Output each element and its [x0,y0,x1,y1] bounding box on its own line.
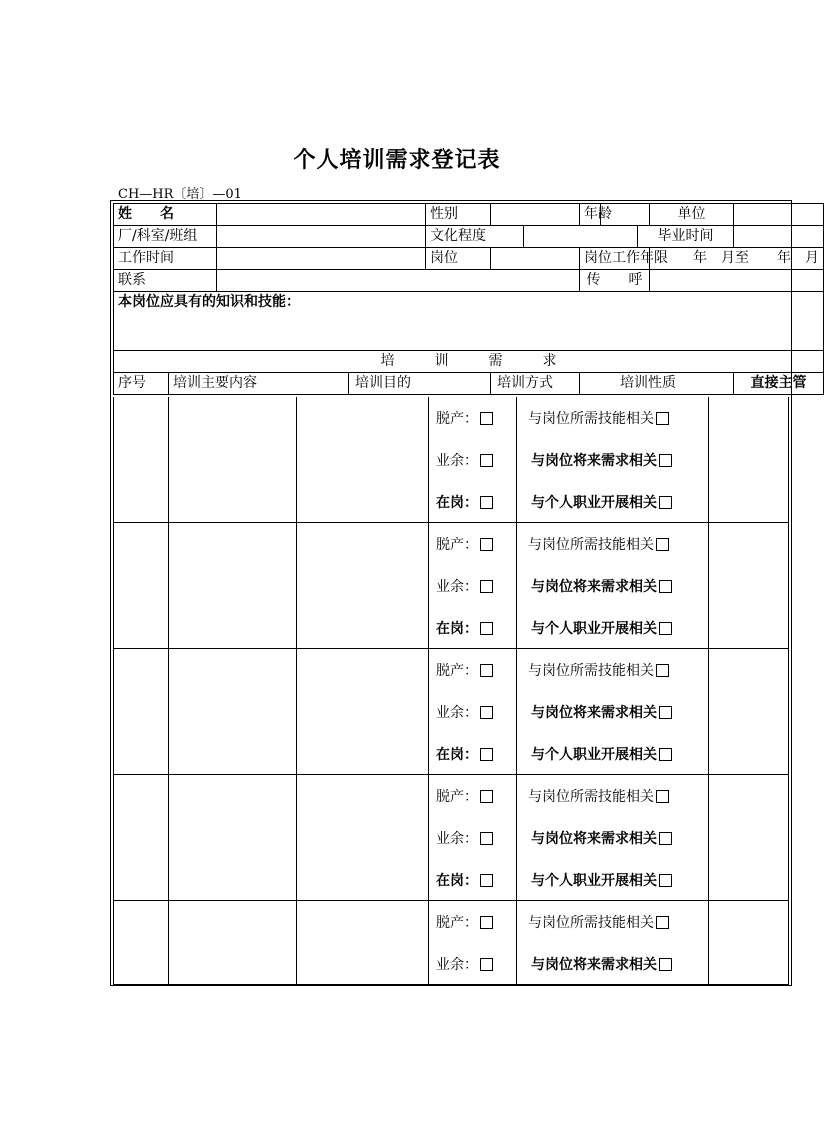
need-manager-cell[interactable] [708,901,789,984]
checkbox[interactable] [659,622,672,635]
mode-option-label: 脱产： [436,411,478,427]
checkbox[interactable] [656,538,669,551]
info-row-1 [114,204,824,226]
needs-char: 需 [488,353,503,370]
need-group-row [113,775,789,901]
dept-field[interactable] [217,226,426,248]
need-purpose-cell[interactable] [296,397,428,522]
need-index-cell[interactable] [113,523,168,648]
education-label: 文化程度 [426,226,524,248]
registration-table [113,203,824,395]
need-manager-cell[interactable] [708,775,789,900]
nature-option [528,408,669,428]
mode-option-label: 脱产： [436,537,478,553]
need-content-cell[interactable] [168,397,296,522]
nature-option [531,618,672,638]
mode-option-label: 在岗： [436,747,478,763]
need-content-cell[interactable] [168,523,296,648]
worktime-field[interactable] [217,248,426,270]
needs-char: 培 [380,353,395,370]
col-index: 序号 [114,373,169,395]
needs-header-row [114,351,824,373]
nature-option-label: 与岗位将来需求相关 [531,705,657,721]
checkbox[interactable] [480,412,493,425]
nature-option [531,828,672,848]
checkbox[interactable] [480,538,493,551]
need-index-cell[interactable] [113,775,168,900]
checkbox[interactable] [656,790,669,803]
nature-option [531,870,672,890]
mode-option-label: 业余： [436,705,478,721]
need-manager-cell[interactable] [708,397,789,522]
checkbox[interactable] [659,832,672,845]
checkbox[interactable] [480,874,493,887]
checkbox[interactable] [480,580,493,593]
checkbox[interactable] [480,622,493,635]
checkbox[interactable] [659,748,672,761]
need-index-cell[interactable] [113,649,168,774]
nature-option-label: 与岗位所需技能相关 [528,663,654,679]
mode-option [436,492,493,512]
graduation-field[interactable] [734,226,824,248]
need-content-cell[interactable] [168,901,296,984]
mode-option-label: 业余： [436,579,478,595]
mode-option-label: 业余： [436,831,478,847]
nature-option [528,786,669,806]
needs-char: 求 [542,353,557,370]
gender-field[interactable] [491,204,580,226]
nature-option [528,660,669,680]
checkbox[interactable] [659,706,672,719]
need-purpose-cell[interactable] [296,649,428,774]
dept-label: 厂/科室/班组 [114,226,217,248]
nature-option-label: 与岗位将来需求相关 [531,957,657,973]
need-purpose-cell[interactable] [296,901,428,984]
mode-option [436,660,493,680]
need-content-cell[interactable] [168,649,296,774]
nature-option [531,744,672,764]
need-group-row [113,901,789,985]
needs-header [114,351,824,373]
mode-option [436,408,493,428]
need-group-row [113,397,789,523]
contact-field[interactable] [217,270,580,292]
nature-option [531,954,672,974]
col-mode: 培训方式 [491,373,580,395]
checkbox[interactable] [659,958,672,971]
checkbox[interactable] [659,580,672,593]
checkbox[interactable] [656,664,669,677]
nature-option-label: 与岗位所需技能相关 [528,537,654,553]
post-years-label: 岗位工作年限 [580,248,650,270]
mode-option-label: 在岗： [436,495,478,511]
nature-option-label: 与岗位所需技能相关 [528,915,654,931]
mode-option [436,828,493,848]
mode-option-label: 脱产： [436,789,478,805]
mode-option [436,786,493,806]
col-nature: 培训性质 [580,373,734,395]
form-code: CH—HR〔培〕—01 [118,187,242,202]
nature-option [528,534,669,554]
gender-label: 性别 [426,204,491,226]
nature-option-label: 与岗位所需技能相关 [528,411,654,427]
age-label: 年龄 [580,204,601,226]
nature-option [531,702,672,722]
nature-option-label: 与个人职业开展相关 [531,873,657,889]
col-content: 培训主要内容 [169,373,349,395]
nature-option [531,450,672,470]
info-row-3 [114,248,824,270]
worktime-label: 工作时间 [114,248,217,270]
needs-char: 训 [434,353,449,370]
nature-option-label: 与个人职业开展相关 [531,621,657,637]
pager-field[interactable] [650,270,824,292]
nature-option-label: 与岗位所需技能相关 [528,789,654,805]
contact-label: 联系 [114,270,217,292]
need-content-cell[interactable] [168,775,296,900]
checkbox[interactable] [480,916,493,929]
post-years-field[interactable]: 年 月至 年 月 [650,248,824,270]
mode-option-label: 业余： [436,453,478,469]
need-purpose-cell[interactable] [296,523,428,648]
name-field[interactable] [217,204,426,226]
nature-option [531,576,672,596]
checkbox[interactable] [480,748,493,761]
checkbox[interactable] [656,412,669,425]
nature-option-label: 与岗位将来需求相关 [531,453,657,469]
post-label: 岗位 [426,248,491,270]
need-index-cell[interactable] [113,397,168,522]
nature-option-label: 与个人职业开展相关 [531,495,657,511]
needs-grid [113,397,789,985]
mode-option-label: 脱产： [436,915,478,931]
mode-option-label: 在岗： [436,873,478,889]
need-manager-cell[interactable] [708,523,789,648]
need-purpose-cell[interactable] [296,775,428,900]
mode-option [436,870,493,890]
name-label: 姓 名 [114,204,217,226]
need-index-cell[interactable] [113,901,168,984]
checkbox[interactable] [480,454,493,467]
checkbox[interactable] [480,832,493,845]
form-title: 个人培训需求登记表 [293,148,501,173]
mode-option [436,744,493,764]
mode-option [436,912,493,932]
mode-option-label: 脱产： [436,663,478,679]
col-manager: 直接主管 [734,373,824,395]
column-header-row [114,373,824,395]
mode-option [436,576,493,596]
mode-option [436,702,493,722]
checkbox[interactable] [480,664,493,677]
col-purpose: 培训目的 [349,373,491,395]
checkbox[interactable] [659,874,672,887]
nature-option [531,492,672,512]
nature-option [528,912,669,932]
post-field[interactable] [491,248,580,270]
education-field[interactable] [524,226,638,248]
checkbox[interactable] [480,790,493,803]
need-manager-cell[interactable] [708,649,789,774]
info-row-2 [114,226,824,248]
nature-option-label: 与岗位将来需求相关 [531,831,657,847]
nature-option-label: 与个人职业开展相关 [531,747,657,763]
mode-option [436,534,493,554]
unit-field[interactable] [734,204,824,226]
mode-option [436,618,493,638]
skills-row [114,292,824,351]
unit-label: 单位 [650,204,734,226]
pager-label: 传 呼 [580,270,650,292]
mode-option [436,450,493,470]
checkbox[interactable] [656,916,669,929]
need-group-row [113,523,789,649]
skills-label[interactable]: 本岗位应具有的知识和技能： [114,292,824,351]
checkbox[interactable] [480,496,493,509]
checkbox[interactable] [480,958,493,971]
checkbox[interactable] [480,706,493,719]
nature-option-label: 与岗位将来需求相关 [531,579,657,595]
graduation-label: 毕业时间 [638,226,734,248]
mode-option [436,954,493,974]
checkbox[interactable] [659,454,672,467]
checkbox[interactable] [659,496,672,509]
need-group-row [113,649,789,775]
mode-option-label: 在岗： [436,621,478,637]
mode-option-label: 业余： [436,957,478,973]
info-row-4 [114,270,824,292]
